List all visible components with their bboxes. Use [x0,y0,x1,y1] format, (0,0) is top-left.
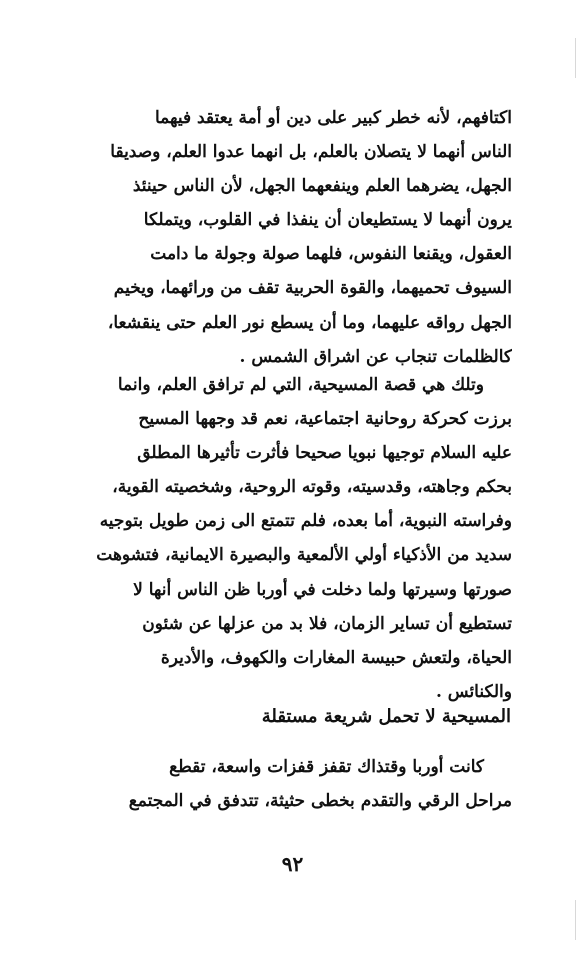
text-line: وتلك هي قصة المسيحية، التي لم ترافق العلم، وانما [117,375,484,395]
text-line: سديد من الأذكياء أولي الألمعية والبصيرة الايمانية، فتشوهت [96,545,512,566]
page-edge-mark [575,38,576,78]
text-line: السيوف تحميهما، والقوة الحربية تقف من ورائهما، ويخيم [113,278,512,299]
text-line: مراحل الرقي والتقدم بخطى حثيثة، تتدفق في المجتمع [128,791,512,812]
text-line: والكنائس . [435,681,512,702]
text-line: عليه السلام توجيها نبويا صحيحا فأثرت تأثيرها المطلق [137,443,512,464]
paragraph-1 [74,101,512,374]
text-line: يرون أنهما لا يستطيعان أن ينفذا في القلوب، ويتملكا [143,210,512,231]
page-edge-mark [575,900,576,940]
text-line: الجهل رواقه عليهما، وما أن يسطع نور العلم حتى ينقشعا، [107,312,512,333]
text-line: كانت أوربا وقتذاك تقفز قفزات واسعة، تقطع [169,757,484,777]
paragraph-2 [74,368,512,709]
section-heading: المسيحية لا تحمل شريعة مستقلة [261,706,511,727]
text-line: بحكم وجاهته، وقدسيته، وقوته الروحية، وشخصيته القوية، [112,477,512,498]
text-line: الجهل، يضرهما العلم وينفعهما الجهل، لأن الناس حينئذ [132,176,512,197]
paragraph-3 [74,750,512,818]
text-line: اكتافهم، لأنه خطر كبير على دين أو أمة يعتقد فيهما [154,108,512,128]
text-line: وفراسته النبوية، أما بعده، فلم تتمتع الى زمن طويل بتوجيه [99,511,512,532]
text-line: برزت كحركة روحانية اجتماعية، نعم قد وجهها المسيح [138,409,512,430]
text-line: العقول، ويقنعا النفوس، فلهما صولة وجولة ما دامت [150,244,512,265]
text-line: صورتها وسيرتها ولما دخلت في أوربا ظن الناس أنها لا [133,579,512,600]
text-line: الناس أنهما لا يتصلان بالعلم، بل انهما عدوا العلم، وصديقا [110,142,512,163]
page-number: ٩٢ [281,852,304,876]
text-line: الحياة، ولتعش حبيسة المغارات والكهوف، والأديرة [160,647,512,668]
text-line: تستطيع أن تساير الزمان، فلا بد من عزلها عن شئون [142,613,512,634]
text-line: كالظلمات تنجاب عن اشراق الشمس . [239,346,512,367]
